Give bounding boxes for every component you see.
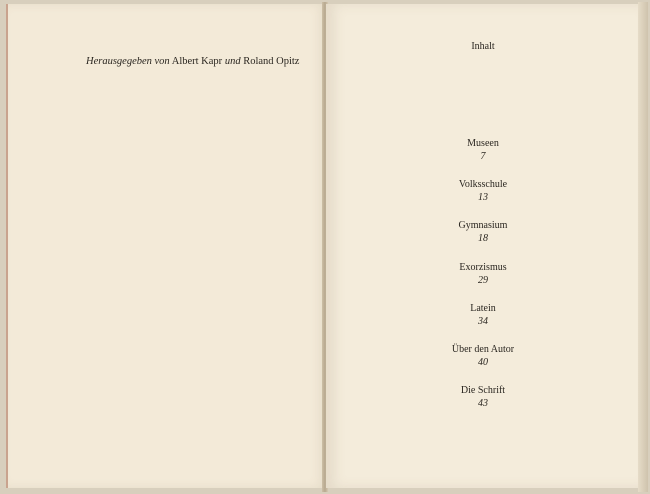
toc-entry-title: Exorzismus [459,262,507,273]
toc-entry-title: Gymnasium [458,220,508,231]
toc-heading: Inhalt [471,41,495,52]
toc-entry-page: 34 [478,316,488,327]
toc-entry [326,262,640,287]
toc-entry-page: 18 [478,233,488,244]
publisher-credit [86,56,299,67]
toc-entry-title: Volksschule [458,179,508,190]
editor-1: Albert Kapr [171,56,223,67]
toc-entry-page: 29 [478,275,488,286]
toc-entry [326,179,640,204]
editor-2: Roland Opitz [243,56,300,67]
left-page [6,4,326,488]
toc-entry-title: Die Schrift [460,385,506,396]
toc-entry [326,138,640,163]
toc-entry [326,385,640,410]
toc-entry-page: 43 [478,398,488,409]
toc-entry-page: 13 [478,192,488,203]
publisher-prefix: Herausgegeben von [86,56,170,67]
conjunction: und [224,56,241,67]
toc-entry-page: 7 [480,151,486,162]
toc-entry-title: Latein [470,303,496,314]
toc-entry [326,220,640,245]
toc-entry [326,303,640,328]
toc-entry [326,344,640,369]
page-edge [638,2,648,492]
toc-entry-title: Museen [467,138,499,149]
right-page [326,4,640,488]
toc-entry-title: Über den Autor [451,344,515,355]
toc-entry-page: 40 [478,357,488,368]
